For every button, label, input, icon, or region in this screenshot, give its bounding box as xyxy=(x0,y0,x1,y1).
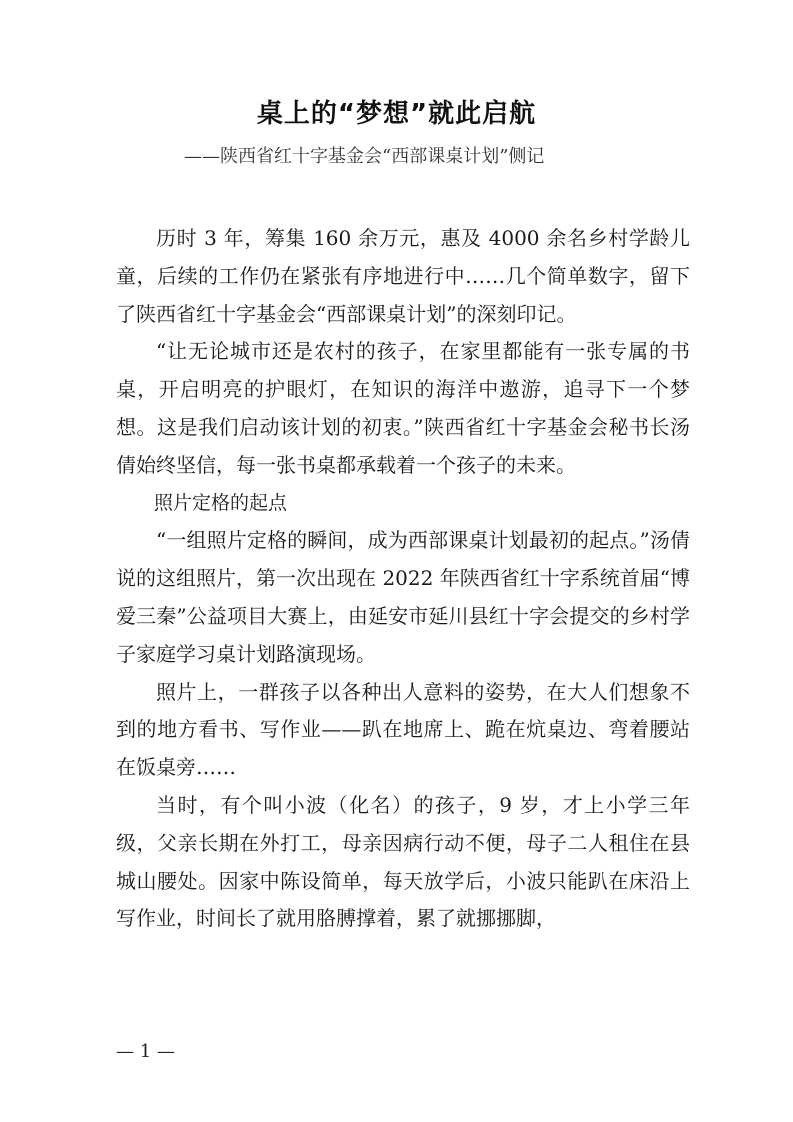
document-title: 桌上的“梦想”就此启航 xyxy=(256,99,537,129)
body-paragraph: “一组照片定格的瞬间，成为西部课桌计划最初的起点。”汤倩说的这组照片，第一次出现在 2022 年陕西省红十字系统首届“博爱三秦”公益项目大赛上，由延安市延川县红十字会提交的乡村学子家庭学习桌计划路演现场。 xyxy=(116,528,690,666)
document-subtitle: ——陕西省红十字基金会“西部课桌计划”侧记 xyxy=(184,146,545,167)
page-number: — 1 — xyxy=(116,1041,175,1062)
body-paragraph: 历时 3 年，筹集 160 余万元，惠及 4000 余名乡村学龄儿童，后续的工作仍在紧张有序地进行中……几个简单数字，留下了陕西省红十字基金会“西部课桌计划”的深刻印记。 xyxy=(116,226,690,326)
section-heading: 照片定格的起点 xyxy=(154,491,288,514)
body-paragraph: “让无论城市还是农村的孩子，在家里都能有一张专属的书桌，开启明亮的护眼灯，在知识的海洋中遨游，追寻下一个梦想。这是我们启动该计划的初衷。”陕西省红十字基金会秘书长汤倩始终坚信，每一张书桌都承载着一个孩子的未来。 xyxy=(116,339,690,477)
body-paragraph: 当时，有个叫小波（化名）的孩子，9 岁，才上小学三年级，父亲长期在外打工，母亲因病行动不便，母子二人租住在县城山腰处。因家中陈设简单，每天放学后，小波只能趴在床沿上写作业，时间长了就用胳膊撑着，累了就挪挪脚， xyxy=(116,792,690,931)
document-body xyxy=(116,220,690,938)
body-paragraph: 照片上，一群孩子以各种出人意料的姿势，在大人们想象不到的地方看书、写作业——趴在地席上、跪在炕桌边、弯着腰站在饭桌旁…… xyxy=(116,679,690,780)
